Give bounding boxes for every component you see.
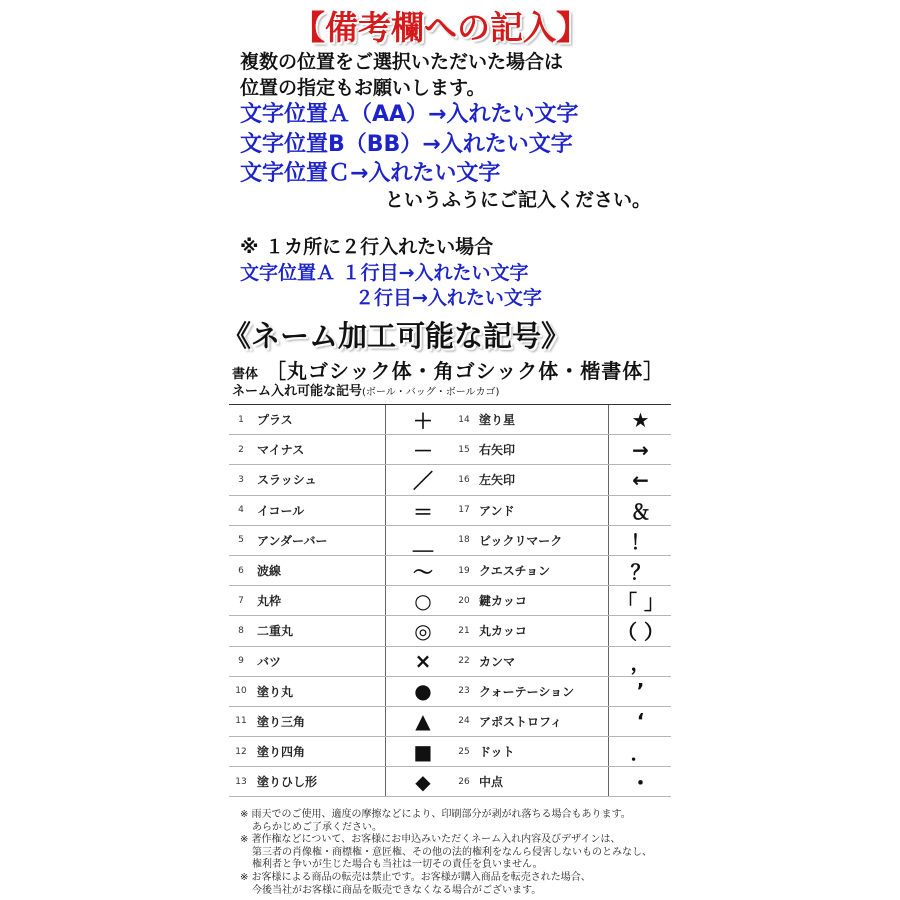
symbol-number: 13 [235, 776, 247, 787]
note-line: 第三者の肖像権・商標権・意匠権、その他の法的権利をなんら侵害しないものとみなし、 [252, 846, 652, 858]
symbol-name: 塗り星 [479, 413, 516, 428]
symbol-row [453, 405, 671, 435]
symbol-name: アポストロフィ [479, 714, 563, 729]
symbol-glyph: ○ [385, 586, 460, 615]
symbol-glyph: ▲ [385, 707, 460, 736]
symbol-glyph: ★ [608, 405, 672, 434]
instruction-closing: というふうにご記入ください。 [385, 189, 652, 211]
symbol-glyph: （ ） [608, 616, 672, 645]
symbol-row [453, 616, 671, 646]
symbol-glyph: ● [385, 677, 460, 706]
symbol-number: 3 [238, 474, 244, 485]
symbol-row [229, 465, 459, 495]
symbol-name: スラッシュ [257, 473, 317, 488]
symbol-name: アンド [479, 503, 515, 518]
symbol-number: 7 [238, 595, 244, 606]
symbol-name: ビックリマーク [479, 533, 563, 548]
symbol-table-left [229, 404, 459, 797]
symbol-row [453, 465, 671, 495]
symbols-title: 《ネーム加工可能な記号》 [222, 319, 571, 353]
symbol-row [453, 526, 671, 556]
symbol-glyph: ◆ [385, 767, 460, 796]
font-names: ［丸ゴシック体・角ゴシック体・楷書体］ [266, 359, 665, 383]
symbol-number: 21 [458, 625, 470, 636]
symbol-glyph: ～ [385, 556, 460, 585]
symbol-glyph: ‘ [608, 707, 672, 736]
symbol-name: 丸枠 [257, 594, 282, 609]
symbols-subtitle-text: ネーム入れ可能な記号 [232, 384, 363, 399]
symbol-row [229, 586, 459, 616]
symbol-number: 25 [458, 746, 470, 757]
symbol-number: 23 [458, 686, 470, 697]
symbol-row [229, 435, 459, 465]
symbol-row [453, 737, 671, 767]
symbol-name: クエスチョン [479, 564, 551, 579]
symbol-number: 11 [235, 716, 247, 727]
symbol-row [229, 677, 459, 707]
note-line: ※ 著作権などについて、お客様にお申込みいただくネーム入れ内容及びデザインは、 [240, 834, 621, 846]
symbol-row [229, 737, 459, 767]
example-position-a: 文字位置Ａ（AA）→入れたい文字 [240, 102, 579, 127]
note-line: あらかじめご了承ください。 [252, 821, 382, 833]
symbol-name: プラス [257, 413, 293, 428]
notes [240, 809, 652, 897]
symbol-name: イコール [257, 503, 305, 518]
symbol-glyph: ＋ [385, 405, 460, 434]
symbol-number: 22 [458, 656, 470, 667]
symbol-glyph: ’ [608, 677, 672, 706]
font-label: 書体 [232, 367, 259, 382]
symbol-number: 10 [235, 686, 247, 697]
symbol-row [453, 677, 671, 707]
symbol-table-right [453, 404, 671, 797]
symbol-number: 8 [238, 625, 244, 636]
symbols-subtitle-note: (ボール・バッグ・ボールカゴ) [362, 387, 500, 398]
symbol-number: 19 [458, 565, 470, 576]
symbols-subtitle [232, 380, 499, 399]
symbol-glyph: 「 」 [608, 586, 672, 615]
symbol-number: 20 [458, 595, 470, 606]
symbol-name: クォーテーション [479, 684, 575, 699]
symbol-row [453, 556, 671, 586]
symbol-name: 波線 [257, 564, 282, 579]
symbol-row [229, 405, 459, 435]
instruction-line-2: 位置の指定もお願いします。 [240, 77, 486, 99]
symbol-number: 4 [238, 505, 244, 516]
symbol-number: 2 [238, 444, 244, 455]
symbol-glyph: ＝ [385, 496, 460, 525]
symbol-row [453, 586, 671, 616]
example-position-c: 文字位置Ｃ→入れたい文字 [240, 161, 501, 186]
symbol-row [453, 435, 671, 465]
symbol-glyph: × [385, 647, 460, 676]
symbol-row [229, 526, 459, 556]
note-line: ※ 雨天でのご使用、適度の摩擦などにより、印刷部分が剥がれ落ちる場合もあります。 [240, 809, 631, 820]
symbol-row [229, 647, 459, 677]
symbol-name: アンダーバー [257, 533, 328, 548]
symbol-number: 14 [458, 414, 470, 425]
symbol-number: 5 [238, 535, 244, 546]
symbol-row [229, 556, 459, 586]
symbol-glyph: ， [608, 647, 672, 676]
symbol-glyph: ◎ [385, 616, 460, 645]
two-line-example-1: 文字位置Ａ １行目→入れたい文字 [240, 262, 529, 284]
symbol-name: 右矢印 [479, 443, 516, 458]
symbol-row [453, 647, 671, 677]
symbol-name: 塗りひし形 [257, 775, 318, 790]
note-line: 権利者と争いが生じた場合も当社は一切その責任を負いません。 [252, 859, 543, 871]
symbol-row [453, 707, 671, 737]
symbol-row [453, 496, 671, 526]
symbol-name: 塗り三角 [257, 714, 306, 729]
symbol-number: 16 [458, 474, 470, 485]
symbol-name: バツ [257, 654, 282, 669]
symbol-row [229, 616, 459, 646]
symbol-number: 12 [235, 746, 247, 757]
symbol-glyph: ■ [385, 737, 460, 766]
symbol-glyph: ＆ [608, 496, 672, 525]
symbol-glyph: ／ [385, 465, 460, 494]
symbol-number: 9 [238, 656, 244, 667]
symbol-name: 鍵カッコ [479, 594, 527, 609]
symbol-name: 塗り丸 [257, 684, 294, 699]
symbol-name: マイナス [257, 443, 305, 458]
symbol-number: 24 [458, 716, 470, 727]
symbol-name: 塗り四角 [257, 745, 306, 760]
symbol-glyph: ← [608, 465, 672, 494]
instruction-line-1: 複数の位置をご選択いただいた場合は [240, 51, 564, 73]
symbol-number: 18 [458, 535, 470, 546]
symbol-glyph: ＿ [385, 526, 460, 555]
symbol-number: 1 [238, 414, 244, 425]
two-line-heading: ※ １カ所に２行入れたい場合 [240, 236, 494, 258]
symbol-row [453, 767, 671, 797]
symbol-glyph: ． [608, 737, 672, 766]
symbol-name: カンマ [479, 654, 516, 669]
symbol-glyph: ？ [608, 556, 672, 585]
symbol-glyph: － [385, 435, 460, 464]
symbol-name: 二重丸 [257, 624, 294, 639]
symbol-name: ドット [479, 745, 515, 760]
example-position-b: 文字位置B（BB）→入れたい文字 [240, 132, 573, 157]
symbol-name: 丸カッコ [479, 624, 527, 639]
note-line: ※ お客様による商品の転売は禁止です。お客様が購入商品を転売された場合、 [240, 871, 591, 883]
symbol-glyph: ！ [608, 526, 672, 555]
symbol-row [229, 707, 459, 737]
symbol-number: 26 [458, 776, 470, 787]
two-line-example-2: ２行目→入れたい文字 [355, 287, 542, 309]
symbol-row [229, 767, 459, 797]
symbol-glyph: → [608, 435, 672, 464]
symbol-number: 6 [238, 565, 244, 576]
symbol-name: 中点 [479, 775, 504, 790]
symbol-number: 15 [458, 444, 470, 455]
symbol-row [229, 496, 459, 526]
symbol-number: 17 [458, 505, 470, 516]
page-title: 【備考欄への記入】 [292, 8, 589, 47]
symbol-name: 左矢印 [479, 473, 516, 488]
note-line: 今後当社がお客様に商品を販売できなくなる場合がございます。 [252, 884, 542, 896]
symbol-glyph: ・ [608, 767, 672, 796]
